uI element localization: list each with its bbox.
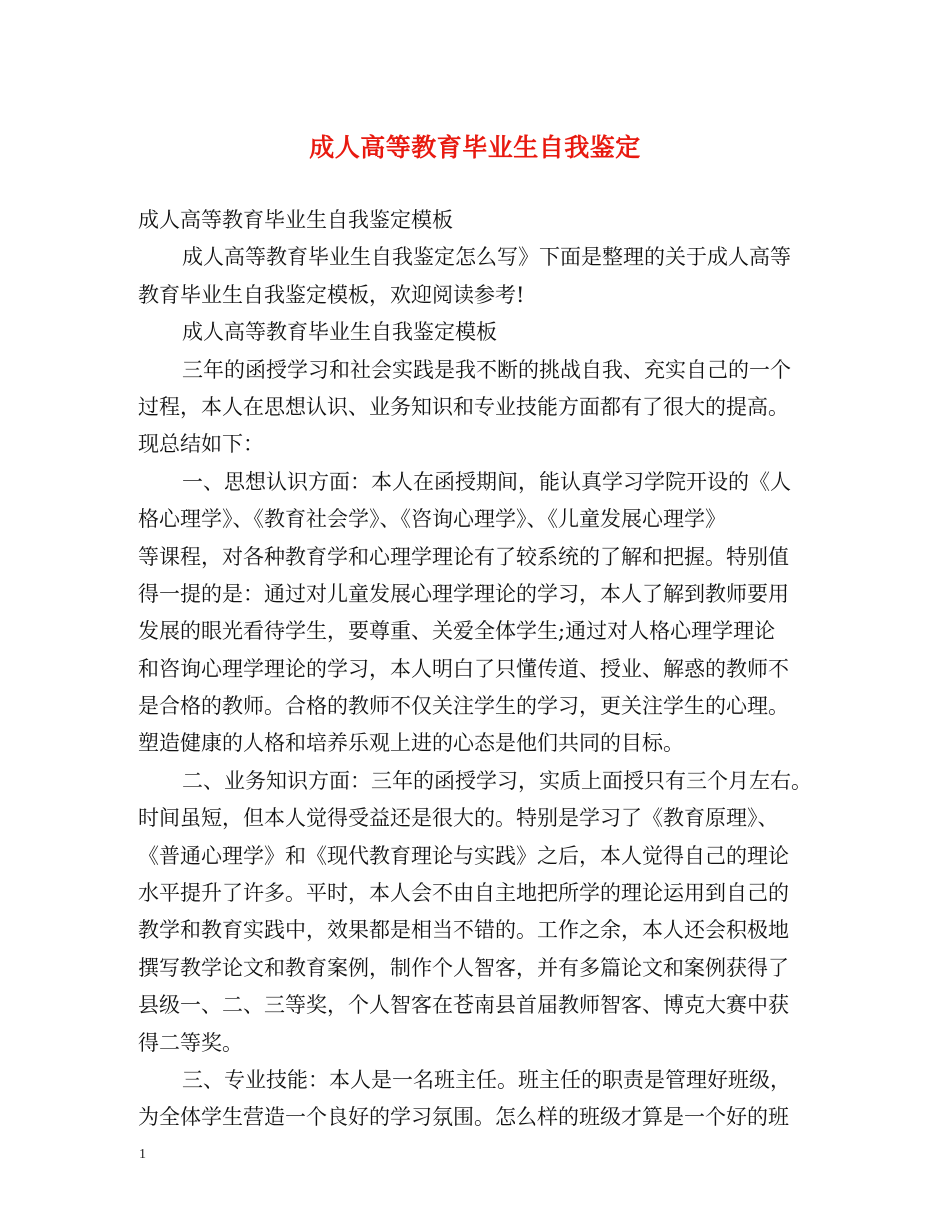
text-line: 撰写教学论文和教育案例，制作个人智客，并有多篇论文和案例获得了 <box>138 955 789 980</box>
text-line: 发展的眼光看待学生，要尊重、关爱全体学生;通过对人格心理学理论 <box>138 619 776 644</box>
text-line: 成人高等教育毕业生自我鉴定模板 <box>138 208 453 232</box>
text-line: 得二等奖。 <box>138 1030 243 1055</box>
document-title: 成人高等教育毕业生自我鉴定 <box>309 133 641 162</box>
text-line: 成人高等教育毕业生自我鉴定怎么写》下面是整理的关于成人高等 <box>182 245 791 270</box>
text-line: 成人高等教育毕业生自我鉴定模板 <box>182 320 497 345</box>
text-line: 等课程，对各种教育学和心理学理论有了较系统的了解和把握。特别值 <box>138 544 789 569</box>
text-line: 水平提升了许多。平时，本人会不由自主地把所学的理论运用到自己的 <box>138 881 789 906</box>
page-number: 1 <box>139 1147 146 1162</box>
text-line: 时间虽短，但本人觉得受益还是很大的。特别是学习了《教育原理》、 <box>138 806 779 831</box>
text-line: 为全体学生营造一个良好的学习氛围。怎么样的班级才算是一个好的班 <box>138 1105 789 1130</box>
text-line: 教学和教育实践中，效果都是相当不错的。工作之余，本人还会积极地 <box>138 918 789 943</box>
text-line: 过程，本人在思想认识、业务知识和专业技能方面都有了很大的提高。 <box>138 394 789 419</box>
text-line: 三、专业技能：本人是一名班主任。班主任的职责是管理好班级， <box>182 1067 791 1092</box>
text-line: 三年的函授学习和社会实践是我不断的挑战自我、充实自己的一个 <box>182 357 791 382</box>
text-line: 《普通心理学》和《现代教育理论与实践》之后，本人觉得自己的理论 <box>138 843 789 868</box>
text-line: 得一提的是：通过对儿童发展心理学理论的学习，本人了解到教师要用 <box>138 581 789 606</box>
text-line: 二、业务知识方面：三年的函授学习，实质上面授只有三个月左右。 <box>182 768 812 793</box>
text-line: 县级一、二、三等奖，个人智客在苍南县首届教师智客、博克大赛中获 <box>138 993 789 1018</box>
text-line: 和咨询心理学理论的学习，本人明白了只懂传道、授业、解惑的教师不 <box>138 656 789 681</box>
text-line: 教育毕业生自我鉴定模板，欢迎阅读参考! <box>138 282 525 307</box>
text-line: 一、思想认识方面：本人在函授期间，能认真学习学院开设的《人 <box>182 469 791 494</box>
text-line: 现总结如下： <box>138 432 264 457</box>
document-body <box>138 202 828 1137</box>
text-line: 是合格的教师。合格的教师不仅关注学生的学习，更关注学生的心理。 <box>138 694 789 719</box>
text-line: 塑造健康的人格和培养乐观上进的心态是他们共同的目标。 <box>138 731 684 756</box>
text-line: 格心理学》、《教育社会学》、《咨询心理学》、《儿童发展心理学》 <box>138 507 726 532</box>
